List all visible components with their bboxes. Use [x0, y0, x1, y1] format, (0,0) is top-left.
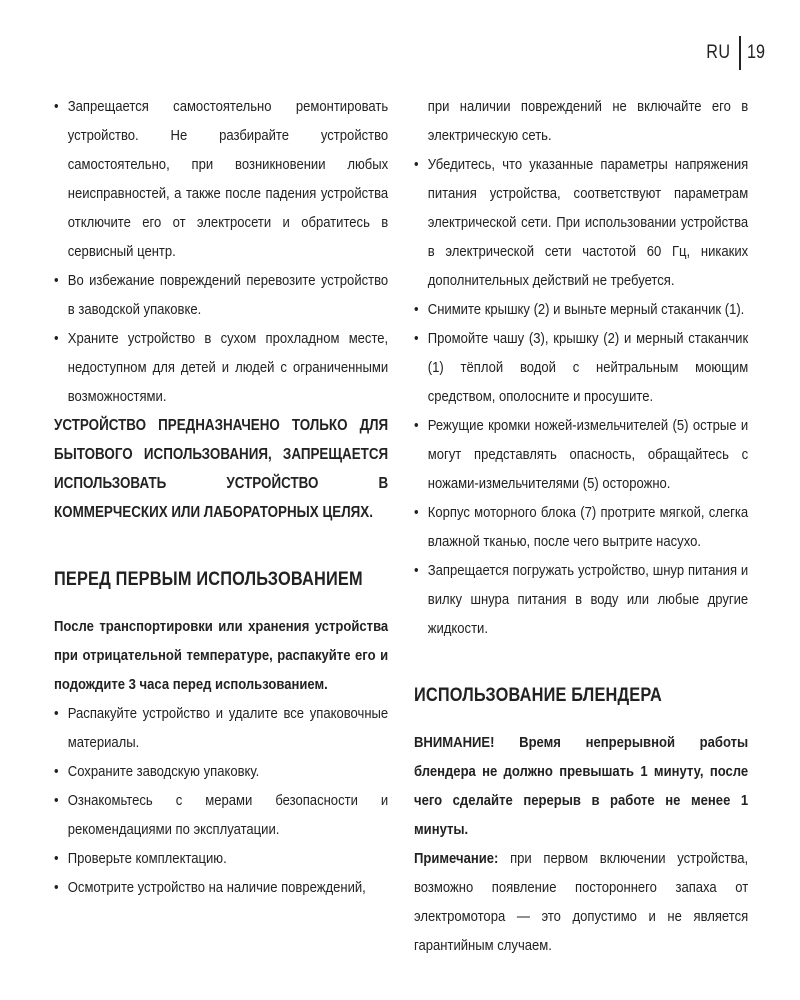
list-item: • Режущие кромки ножей-измельчителей (5) острые и могут представлять опасность, обращайтесь с ножами-измельчителями (5) осторожно. [414, 411, 748, 498]
list-item: • Промойте чашу (3), крышку (2) и мерный стаканчик (1) тёплой водой с нейтральным моющим средством, ополосните и просушите. [414, 324, 748, 411]
list-item: • Осмотрите устройство на наличие повреждений, [54, 873, 388, 902]
list-item: • Запрещается погружать устройство, шнур питания и вилку шнура питания в воду или любые другие жидкости. [414, 556, 748, 643]
language-label: RU [706, 42, 731, 63]
section-title-blender-use: ИСПОЛЬЗОВАНИЕ БЛЕНДЕРА [414, 685, 662, 706]
note-paragraph [414, 844, 748, 960]
list-item: • Запрещается самостоятельно ремонтировать устройство. Не разбирайте устройство самостоятельно, при возникновении любых неисправностей, а также после падения устройства отключите его от электросети и обратитесь в сервисный центр. [54, 92, 388, 266]
list-item: • Снимите крышку (2) и выньте мерный стаканчик (1). [414, 295, 748, 324]
attention-paragraph: ВНИМАНИЕ! Время непрерывной работы блендера не должно превышать 1 минуту, после чего сделайте перерыв в работе не менее 1 минуты. [414, 734, 749, 838]
note-label: Примечание: [414, 850, 499, 867]
note-text: при первом включении устройства, возможно появление постороннего запаха от электромотора — это допустимо и не является гарантийным случаем. [414, 850, 749, 954]
list-item: • Проверьте комплектацию. [54, 844, 388, 873]
page-header [702, 36, 768, 70]
section-title-first-use: ПЕРЕД ПЕРВЫМ ИСПОЛЬЗОВАНИЕМ [54, 569, 363, 590]
list-item: • Сохраните заводскую упаковку. [54, 757, 388, 786]
list-item-continuation: при наличии повреждений не включайте его в электрическую сеть. [427, 98, 749, 144]
page-number: 19 [746, 42, 765, 63]
list-item: • Храните устройство в сухом прохладном месте, недоступном для детей и людей с ограниченными возможностями. [54, 324, 388, 411]
right-column [414, 92, 749, 960]
first-use-list [54, 699, 388, 902]
list-item: • Ознакомьтесь с мерами безопасности и рекомендациями по эксплуатации. [54, 786, 388, 844]
first-use-intro: После транспортировки или хранения устройства при отрицательной температуре, распакуйте его и подождите 3 часа перед использованием. [54, 618, 389, 693]
list-item: • Корпус моторного блока (7) протрите мягкой, слегка влажной тканью, после чего вытрите насухо. [414, 498, 748, 556]
list-item: • Убедитесь, что указанные параметры напряжения питания устройства, соответствуют параметрам электрической сети. При использовании устройства в электрической сети частотой 60 Гц, никаких дополнительных действий не требуется. [414, 150, 748, 295]
safety-list [54, 92, 388, 411]
first-use-list-continued [414, 92, 748, 643]
left-column [54, 92, 389, 902]
list-item: • Распакуйте устройство и удалите все упаковочные материалы. [54, 699, 388, 757]
household-use-warning: УСТРОЙСТВО ПРЕДНАЗНАЧЕНО ТОЛЬКО ДЛЯ БЫТОВОГО ИСПОЛЬЗОВАНИЯ, ЗАПРЕЩАЕТСЯ ИСПОЛЬЗОВАТЬ УСТРОЙСТВО В КОММЕРЧЕСКИХ ИЛИ ЛАБОРАТОРНЫХ ЦЕЛЯХ. [54, 417, 389, 521]
list-item: • Во избежание повреждений перевозите устройство в заводской упаковке. [54, 266, 388, 324]
header-divider [739, 36, 741, 70]
